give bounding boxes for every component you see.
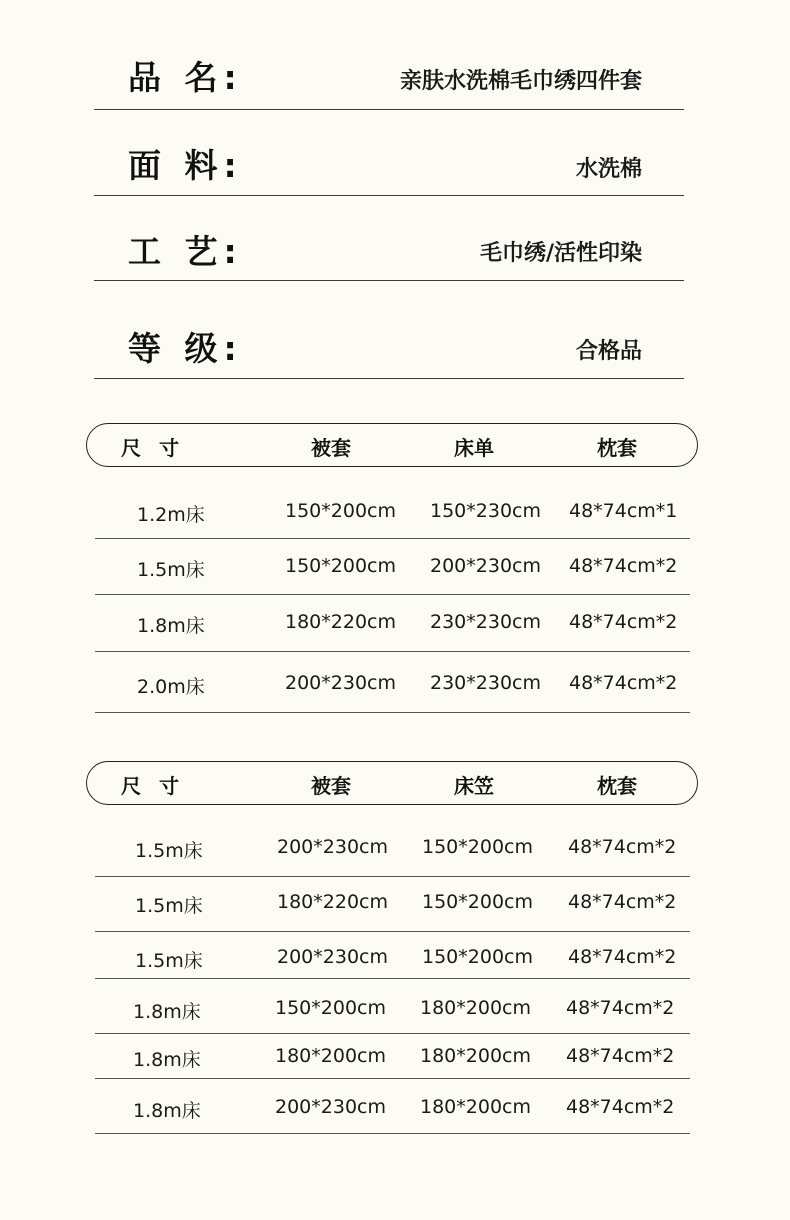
cell-fitted-sheet: 150*200cm [422, 891, 533, 913]
spec-row-grade [94, 281, 684, 379]
header-duvet: 被套 [311, 774, 351, 798]
cell-pillowcase: 48*74cm*2 [568, 891, 677, 913]
table-row [95, 979, 690, 1034]
spec-value: 毛巾绣/活性印染 [479, 241, 642, 266]
table-row [95, 932, 690, 979]
cell-duvet: 150*200cm [285, 555, 396, 577]
cell-pillowcase: 48*74cm*2 [566, 1096, 675, 1118]
cell-duvet: 180*220cm [277, 891, 388, 913]
cell-size: 1.8m床 [133, 1100, 201, 1122]
cell-sheet: 200*230cm [430, 555, 541, 577]
cell-fitted-sheet: 150*200cm [422, 946, 533, 968]
cell-fitted-sheet: 180*200cm [420, 1096, 531, 1118]
cell-sheet: 150*230cm [430, 500, 541, 522]
table-row [95, 1034, 690, 1079]
spec-label: 品 名: [128, 58, 243, 97]
spec-label: 面 料: [128, 146, 243, 185]
spec-label: 等 级: [128, 329, 243, 368]
spec-row-fabric [94, 110, 684, 196]
cell-fitted-sheet: 150*200cm [422, 836, 533, 858]
spec-row-name [94, 38, 684, 110]
header-size: 尺寸 [121, 436, 197, 460]
header-fitted-sheet: 床笠 [454, 774, 494, 798]
spec-label: 工 艺: [128, 232, 243, 271]
cell-duvet: 150*200cm [275, 997, 386, 1019]
spec-value: 合格品 [575, 339, 642, 364]
cell-pillowcase: 48*74cm*2 [569, 555, 678, 577]
cell-duvet: 200*230cm [277, 946, 388, 968]
cell-size: 1.8m床 [133, 1049, 201, 1071]
cell-pillowcase: 48*74cm*1 [569, 500, 678, 522]
cell-pillowcase: 48*74cm*2 [568, 836, 677, 858]
header-pillowcase: 枕套 [597, 774, 637, 798]
table-row [95, 484, 690, 539]
cell-pillowcase: 48*74cm*2 [568, 946, 677, 968]
table-row [95, 595, 690, 652]
cell-size: 2.0m床 [137, 676, 205, 698]
spec-value: 水洗棉 [575, 157, 642, 182]
cell-size: 1.5m床 [137, 559, 205, 581]
table-row [95, 539, 690, 595]
header-size: 尺寸 [121, 774, 197, 798]
cell-duvet: 200*230cm [275, 1096, 386, 1118]
cell-size: 1.5m床 [135, 950, 203, 972]
table-row [95, 1079, 690, 1134]
cell-size: 1.5m床 [135, 895, 203, 917]
cell-duvet: 180*200cm [275, 1045, 386, 1067]
table-row [95, 877, 690, 932]
header-sheet: 床单 [454, 436, 494, 460]
cell-pillowcase: 48*74cm*2 [569, 611, 678, 633]
cell-pillowcase: 48*74cm*2 [566, 1045, 675, 1067]
cell-sheet: 230*230cm [430, 611, 541, 633]
cell-size: 1.8m床 [133, 1001, 201, 1023]
header-pillowcase: 枕套 [597, 436, 637, 460]
size-table-1-header [86, 423, 698, 467]
cell-size: 1.5m床 [135, 840, 203, 862]
table-row [95, 652, 690, 713]
cell-duvet: 200*230cm [285, 672, 396, 694]
cell-size: 1.2m床 [137, 504, 205, 526]
spec-row-craft [94, 196, 684, 281]
table-row [95, 822, 690, 877]
cell-duvet: 150*200cm [285, 500, 396, 522]
cell-duvet: 200*230cm [277, 836, 388, 858]
cell-fitted-sheet: 180*200cm [420, 1045, 531, 1067]
cell-duvet: 180*220cm [285, 611, 396, 633]
cell-pillowcase: 48*74cm*2 [569, 672, 678, 694]
cell-pillowcase: 48*74cm*2 [566, 997, 675, 1019]
cell-fitted-sheet: 180*200cm [420, 997, 531, 1019]
spec-value: 亲肤水洗棉毛巾绣四件套 [399, 69, 642, 94]
cell-size: 1.8m床 [137, 615, 205, 637]
size-table-2-header [86, 761, 698, 805]
header-duvet: 被套 [311, 436, 351, 460]
cell-sheet: 230*230cm [430, 672, 541, 694]
